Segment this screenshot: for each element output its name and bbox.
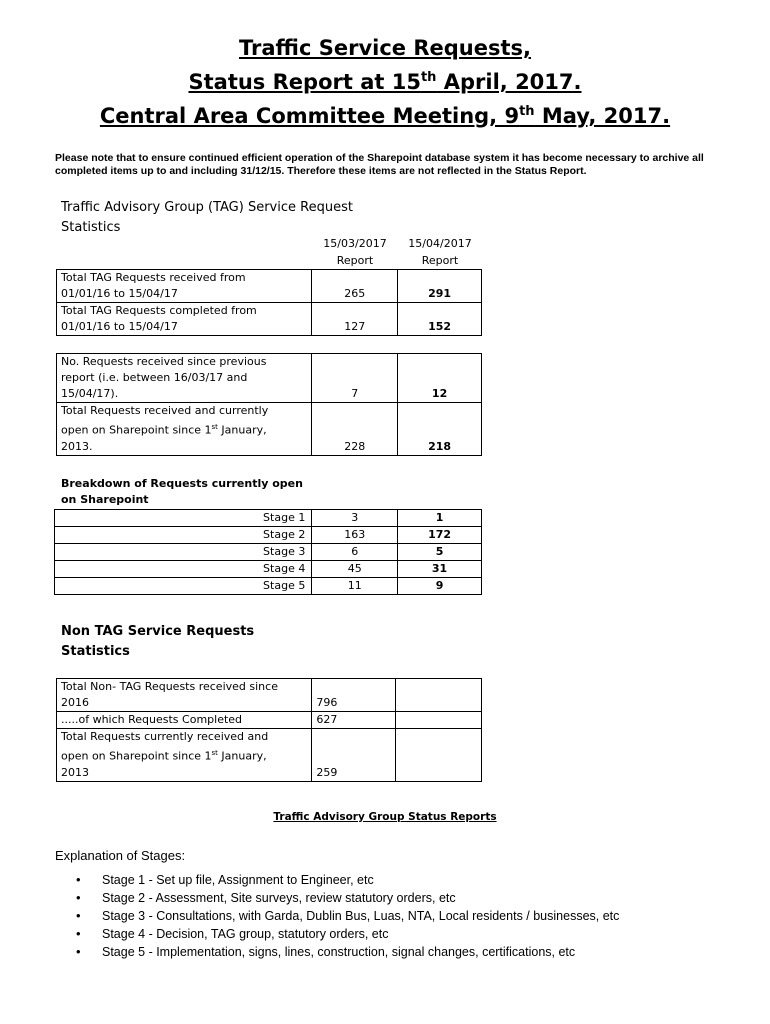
table-row: Total Non- TAG Requests received since 2016 796 bbox=[57, 679, 482, 712]
tag-table-2 bbox=[56, 353, 482, 456]
table-row: Stage 4 45 31 bbox=[55, 561, 482, 578]
table-row: Stage 2 163 172 bbox=[55, 527, 482, 544]
table-row: Stage 5 11 9 bbox=[55, 578, 482, 595]
col-header-2: 15/04/2017 Report bbox=[408, 237, 472, 267]
table-row: Total TAG Requests received from 01/01/16 to 15/04/17 265 291 bbox=[57, 270, 482, 303]
breakdown-heading: Breakdown of Requests currently open on Sharepoint bbox=[61, 477, 303, 506]
list-item: • Stage 3 - Consultations, with Garda, Dublin Bus, Luas, NTA, Local residents / businesses, etc bbox=[102, 907, 619, 925]
table-row: .....of which Requests Completed 627 bbox=[57, 712, 482, 729]
nontag-heading: Non TAG Service Requests Statistics bbox=[61, 624, 255, 659]
breakdown-table bbox=[54, 509, 482, 595]
title-line-2: Status Report at 15th April, 2017. bbox=[188, 70, 582, 94]
table-row: Total TAG Requests completed from 01/01/16 to 15/04/17 127 152 bbox=[57, 303, 482, 336]
archive-note: Please note that to ensure continued efficient operation of the Sharepoint database system it has become necessary to archive all completed items up to and including 31/12/15. Therefore these items are not reflected in the Status Report. bbox=[55, 152, 704, 177]
list-item: • Stage 4 - Decision, TAG group, statutory orders, etc bbox=[102, 925, 619, 943]
explanation-heading: Explanation of Stages: bbox=[55, 848, 186, 863]
title-line-1: Traffic Service Requests, bbox=[239, 36, 531, 60]
table-row: Total Requests currently received and open on Sharepoint since 1st January, 2013 259 bbox=[57, 729, 482, 782]
table-row: Stage 1 3 1 bbox=[55, 510, 482, 527]
nontag-table bbox=[56, 678, 482, 782]
col-header-1: 15/03/2017 Report bbox=[323, 237, 387, 267]
stage-list bbox=[55, 871, 619, 961]
status-reports-subtitle: Traffic Advisory Group Status Reports bbox=[273, 811, 497, 823]
tag-heading: Traffic Advisory Group (TAG) Service Request Statistics bbox=[61, 200, 353, 235]
table-row: No. Requests received since previous report (i.e. between 16/03/17 and 15/04/17). 7 12 bbox=[57, 354, 482, 403]
list-item: • Stage 1 - Set up file, Assignment to Engineer, etc bbox=[102, 871, 619, 889]
table-row: Total Requests received and currently open on Sharepoint since 1st January, 2013. 228 218 bbox=[57, 403, 482, 456]
title-line-3: Central Area Committee Meeting, 9th May, 2017. bbox=[99, 104, 671, 128]
tag-table-1 bbox=[56, 269, 482, 336]
list-item: • Stage 5 - Implementation, signs, lines, construction, signal changes, certifications, etc bbox=[102, 943, 619, 961]
table-row: Stage 3 6 5 bbox=[55, 544, 482, 561]
list-item: • Stage 2 - Assessment, Site surveys, review statutory orders, etc bbox=[102, 889, 619, 907]
